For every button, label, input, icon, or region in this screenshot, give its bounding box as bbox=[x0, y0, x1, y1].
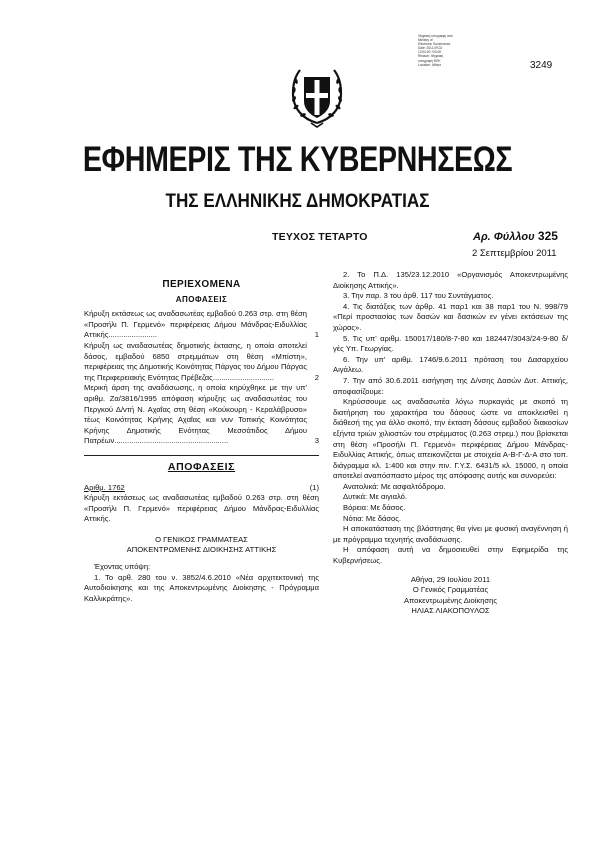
stamp-line: Electronic Governance bbox=[418, 42, 451, 47]
legal-basis-item: 4. Τις διατάξεις των άρθρ. 41 παρ1 και 38 παρ1 του Ν. 998/79 «Περί προστασίας των δασών και δασικών εν γένει εκτάσεων της χώρας». bbox=[333, 301, 568, 332]
legal-basis-item: 3. Την παρ. 3 του άρθ. 117 του Συντάγματος. bbox=[343, 291, 494, 301]
stamp-line: Reason: Ψηφιακή bbox=[418, 54, 444, 59]
greek-coat-of-arms-icon bbox=[287, 63, 347, 131]
legal-basis-item: 5. Τις υπ' αριθμ. 150017/180/8-7-80 και 182447/3043/24-9-80 δ/γές Υπ. Γεωργίας. bbox=[333, 333, 568, 354]
decision-number: Αριθμ. 1762 bbox=[84, 482, 125, 492]
toc-entry[interactable] bbox=[84, 309, 319, 341]
toc-heading: ΠΕΡΙΕΧΟΜΕΝΑ bbox=[162, 279, 241, 290]
closing-paragraph: Η απόφαση αυτή να δημοσιευθεί στην Εφημερίδα της Κυβερνήσεως. bbox=[333, 545, 568, 566]
authority-line: ΑΠΟΚΕΝΤΡΩΜΕΝΗΣ ΔΙΟΙΚΗΣΗΣ ΑΤΤΙΚΗΣ bbox=[126, 545, 277, 555]
stamp-line: Location: Αθήνα bbox=[418, 62, 441, 67]
sheet-number bbox=[473, 229, 558, 243]
border-item: Δυτικά: Με αιγιαλό. bbox=[343, 492, 408, 502]
gazette-title: ΕΦΗΜΕΡΙΣ ΤΗΣ ΚΥΒΕΡΝΗΣΕΩΣ bbox=[82, 140, 513, 179]
decision-index: (1) bbox=[309, 482, 319, 492]
digital-signature-stamp bbox=[418, 34, 488, 67]
closing-paragraph: Η αποκατάσταση της βλάστησης θα γίνει με φυσική αναγέννηση ή με πρόγραμμα τεχνητής αναδάσωσης. bbox=[333, 524, 568, 544]
stamp-line: Date: 2011.09.02 bbox=[418, 46, 443, 51]
stamp-line: Ministry of bbox=[418, 38, 433, 43]
border-item: Ανατολικά: Με ασφαλτόδρομο. bbox=[343, 481, 446, 491]
legal-basis-item: 1. Το αρθ. 280 του ν. 3852/4.6.2010 «Νέα αρχιτεκτονική της Αυτοδιοίκησης και της Αποκεντρωμένης Διοίκησης - Πρόγραμμα Καλλικράτης». bbox=[84, 572, 319, 603]
having-regard: Έχοντας υπόψη: bbox=[94, 562, 151, 572]
decisions-heading: ΑΠΟΦΑΣΕΙΣ bbox=[167, 460, 236, 473]
signature-place-date: Αθήνα, 29 Ιουλίου 2011 bbox=[410, 574, 491, 584]
toc-entry-page: 2 bbox=[314, 372, 319, 382]
border-item: Βόρεια: Με δάσος. bbox=[343, 503, 406, 513]
left-column bbox=[84, 280, 319, 604]
right-column bbox=[333, 270, 568, 617]
signature-block bbox=[333, 575, 568, 617]
toc-section: ΑΠΟΦΑΣΕΙΣ bbox=[175, 294, 228, 304]
stamp-line: Ψηφιακή υπογραφή από bbox=[418, 34, 453, 38]
signatory-name: ΗΛΙΑΣ ΛΙΑΚΟΠΟΥΛΟΣ bbox=[411, 606, 490, 616]
legal-basis-item: 2. Το Π.Δ. 135/23.12.2010 «Οργανισμός Αποκεντρωμένης Διοίκησης Αττικής». bbox=[333, 270, 568, 290]
toc-entry-text: Μερική άρση της αναδάσωσης, η οποία κηρύχθηκε με την υπ' αριθμ. Ζα/3816/1995 απόφαση κήρυξης ως αναδασωτέας του Περγκού Δ/ντή Ν. Αχαΐας στη θέση «Κούκουρη - Κεραλάβρυσο» τέως Κοινότητας Κρήνης Αχαΐας και νυν Τοπικής Κοινότητας Κρήνης Δημοτικής Ενότητας Μεσσάτιδος Δήμου Πατρέων...................................................... bbox=[84, 383, 307, 446]
stamp-line: υπογραφή ΦΕΚ bbox=[418, 58, 441, 63]
toc-entry-page: 3 bbox=[314, 436, 319, 446]
signature-role: Αποκεντρωμένης Διοίκησης bbox=[403, 595, 498, 605]
toc-entry-page: 1 bbox=[314, 330, 319, 340]
decision-body: Κηρύσσουμε ως αναδασωτέα λόγω πυρκαγιάς με σκοπό τη διατήρηση του χαρακτήρα του δάσους ώστε να αποκλεισθεί η διάθεσή της για άλλο σκοπό, την έκταση δάσους εμβαδού διακοσίων εξήντα τριών χιλιοστών του στρέμματος (0.263 στρεμ.) που βρίσκεται στη θέση «Προσήλι Π. Γερμενό» περιφέρειας Δήμου Μάνδρας-Ειδυλλίας Αττικής, όπως απεικονίζεται με στοιχεία Α-Β-Γ-Δ-Α στο τοπ. διάγραμμα κλ. 1:400 και στην πιν. Γ.Υ.Σ. 6431/5 κλ. 15000, η οποία αποτελεί αναπόσπαστο μέρος της απόφασης αυτής και συνορεύει: bbox=[333, 397, 568, 481]
sheet-label: Αρ. Φύλλου bbox=[473, 231, 535, 243]
issue-date: 2 Σεπτεμβρίου 2011 bbox=[472, 248, 557, 259]
gazette-subtitle: ΤΗΣ ΕΛΛΗΝΙΚΗΣ ΔΗΜΟΚΡΑΤΙΑΣ bbox=[165, 191, 430, 212]
sheet-value: 325 bbox=[537, 229, 558, 243]
legal-basis-item: 7. Την από 30.6.2011 εισήγηση της Δ/νσης Δασών Δυτ. Αττικής, αποφασίζουμε: bbox=[333, 375, 568, 396]
toc-entry[interactable] bbox=[84, 383, 319, 447]
signature-role: Ο Γενικός Γραμματέας bbox=[412, 585, 489, 595]
section-divider bbox=[84, 455, 319, 456]
authority-line: Ο ΓΕΝΙΚΟΣ ΓΡΑΜΜΑΤΕΑΣ bbox=[155, 534, 248, 544]
border-item: Νότια: Με δάσος. bbox=[343, 513, 402, 523]
decision-summary: Κήρυξη εκτάσεως ως αναδασωτέας εμβαδού 0.263 στρ. στη θέση «Προσήλι Π. Γερμενό» περιφέρειας Δήμου Μάνδρας-Ειδυλλίας Αττικής. bbox=[84, 493, 319, 524]
decision-reference bbox=[84, 483, 319, 494]
page-number: 3249 bbox=[530, 60, 553, 71]
toc-entry-text: Κήρυξη ως αναδασωτέας δημοτικής έκτασης, η οποία αποτελεί δάσος, εμβαδού 6850 στρεμμάτων στη θέση «Μπίστη», περιφέρειας της Δημοτικής Κοινότητας Πάργας του Δήμου Πάργας της Περιφερειακής Ενότητας Πρέβεζας............................. bbox=[84, 340, 307, 382]
legal-basis-item: 6. Την υπ' αριθμ. 1746/9.6.2011 πρόταση του Δασαρχείου Αιγάλεω. bbox=[333, 354, 568, 375]
stamp-line: 12:00:00 +03:00 bbox=[418, 50, 442, 55]
toc-entry[interactable] bbox=[84, 341, 319, 383]
toc-entry-text: Κήρυξη εκτάσεως ως αναδασωτέας εμβαδού 0.263 στρ. στη θέση «Προσήλι Π. Γερμενό» περιφέρειας Δήμου Μάνδρας-Ειδυλλίας Αττικής....................... bbox=[84, 309, 307, 340]
issue-label: ΤΕΥΧΟΣ ΤΕΤΑΡΤΟ bbox=[272, 231, 368, 243]
